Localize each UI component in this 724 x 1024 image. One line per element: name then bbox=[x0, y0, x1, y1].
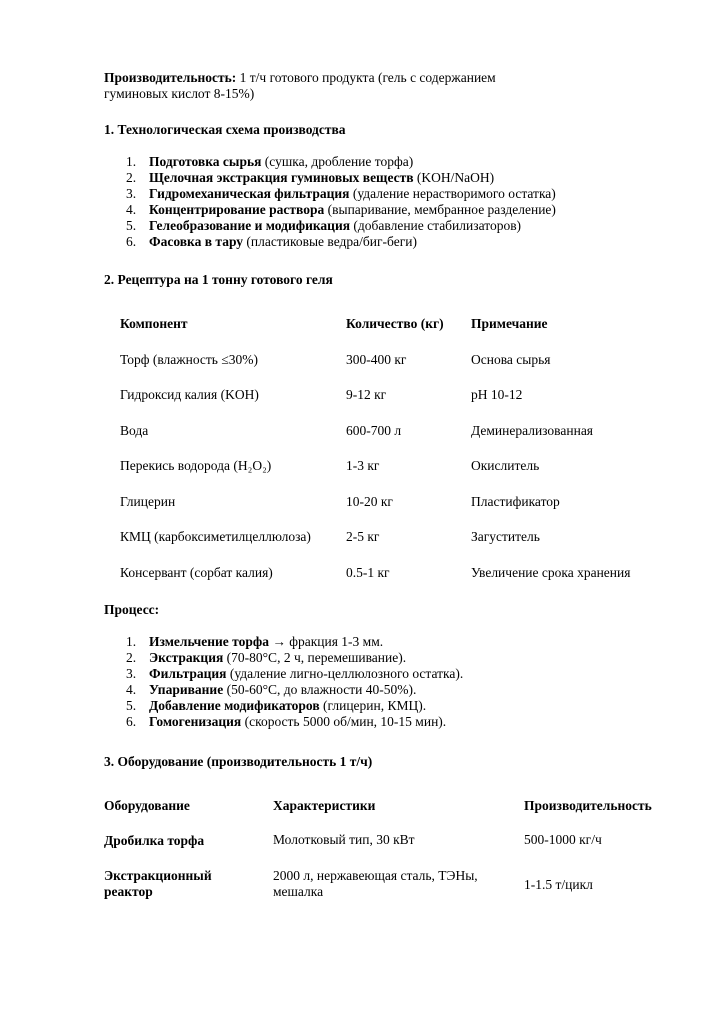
equipment-spec: Молотковый тип, 30 кВт bbox=[273, 832, 415, 847]
list-item: 4. Концентрирование раствора (выпаривание, мембранное разделение) bbox=[126, 202, 556, 217]
header-component: Компонент bbox=[120, 316, 188, 331]
header-characteristics: Характеристики bbox=[273, 798, 376, 813]
intro-paragraph bbox=[104, 70, 514, 102]
table-row: КМЦ (карбоксиметилцеллюлоза) 2-5 кг Загуститель bbox=[120, 529, 540, 544]
header-note: Примечание bbox=[471, 316, 548, 331]
section3-title: 3. Оборудование (производительность 1 т/ч) bbox=[104, 754, 373, 769]
intro-text: 1 т/ч готового продукта (гель с содержанием гуминовых кислот 8-15%) bbox=[104, 70, 496, 101]
intro-label: Производительность: bbox=[104, 70, 237, 85]
equipment-perf: 500-1000 кг/ч bbox=[524, 832, 602, 847]
list-item: 2. Щелочная экстракция гуминовых веществ (KOH/NaOH) bbox=[126, 170, 495, 185]
list-item: 1. Измельчение торфа → фракция 1-3 мм. bbox=[126, 634, 384, 649]
header-performance: Производительность bbox=[524, 798, 652, 813]
list-item: 4. Упаривание (50-60°С, до влажности 40-50%). bbox=[126, 682, 417, 697]
list-item: 2. Экстракция (70-80°С, 2 ч, перемешивание). bbox=[126, 650, 407, 665]
table-header-row bbox=[120, 316, 680, 352]
table-row: Торф (влажность ≤30%) 300-400 кг Основа сырья bbox=[120, 351, 551, 367]
list-item: 3. Гидромеханическая фильтрация (удаление нерастворимого остатка) bbox=[126, 186, 556, 201]
list-item: 6. Гомогенизация (скорость 5000 об/мин, 10-15 мин). bbox=[126, 714, 447, 729]
section2-title: 2. Рецептура на 1 тонну готового геля bbox=[104, 272, 333, 287]
section1-title: 1. Технологическая схема производства bbox=[104, 122, 346, 137]
process-list bbox=[104, 634, 664, 730]
recipe-table bbox=[120, 316, 680, 600]
table-row: Вода 600-700 л Деминерализованная bbox=[120, 422, 594, 438]
process-title: Процесс: bbox=[104, 602, 160, 617]
equipment-perf: 1-1.5 т/цикл bbox=[524, 877, 593, 892]
table-row: Глицерин 10-20 кг Пластификатор bbox=[120, 493, 560, 509]
table-row: Консервант (сорбат калия) 0.5-1 кг Увеличение срока хранения bbox=[120, 564, 631, 580]
equipment-name: Дробилка торфа bbox=[104, 833, 205, 848]
section1-list bbox=[104, 154, 664, 250]
header-equipment: Оборудование bbox=[104, 798, 190, 813]
header-quantity: Количество (кг) bbox=[346, 316, 444, 331]
list-item: 3. Фильтрация (удаление лигно-целлюлозного остатка). bbox=[126, 666, 464, 681]
table-row: Гидроксид калия (KOH) 9-12 кг pH 10-12 bbox=[120, 387, 523, 402]
list-item: 6. Фасовка в тару (пластиковые ведра/биг-беги) bbox=[126, 234, 417, 249]
table-row: Перекись водорода (H₂O₂) 1-3 кг Окислитель bbox=[120, 458, 540, 473]
list-item: 5. Добавление модификаторов (глицерин, КМЦ). bbox=[126, 698, 427, 713]
equipment-spec: 2000 л, нержавеющая сталь, ТЭНы, мешалка bbox=[273, 868, 478, 899]
list-item: 1. Подготовка сырья (сушка, дробление торфа) bbox=[126, 154, 414, 169]
equipment-name: Экстракционный реактор bbox=[104, 868, 212, 899]
list-item: 5. Гелеобразование и модификация (добавление стабилизаторов) bbox=[126, 218, 522, 233]
